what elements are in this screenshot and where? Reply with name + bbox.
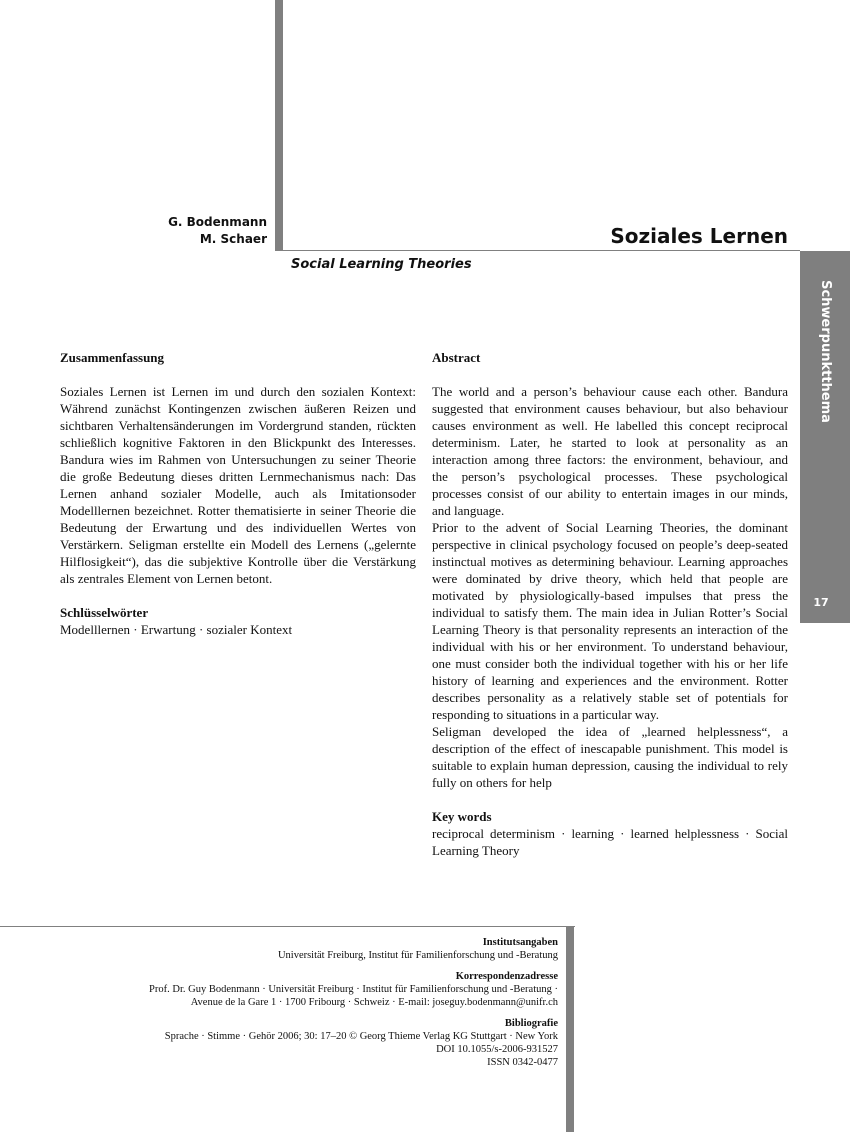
doi-line: DOI 10.1055/s-2006-931527 — [436, 1044, 558, 1055]
article-title: Soziales Lernen — [610, 224, 788, 248]
bibliography-heading: Bibliografie — [504, 1018, 558, 1029]
author-list — [168, 214, 267, 248]
issn-line: ISSN 0342-0477 — [487, 1057, 558, 1068]
section-side-tab — [800, 251, 850, 623]
section-label-container — [800, 251, 850, 451]
keywords-heading-de: Schlüsselwörter — [60, 605, 149, 620]
keywords-heading-en: Key words — [432, 809, 492, 824]
keywords-de: Modelllernen · Erwartung · sozialer Kontext — [60, 622, 293, 637]
author-name: M. Schaer — [199, 232, 267, 246]
correspondence-block — [149, 970, 558, 1009]
summary-body: Soziales Lernen ist Lernen im und durch den sozialen Kontext: Während zunächst Kontingenzen zwischen äußeren Reizen und sichtbaren Verhaltensänderungen im Vordergrund standen, rückten schließlich kognitive Faktoren in den Blickpunkt des Interesses. Bandura wies im Rahmen von Untersuchungen zu seiner Theorie die große Bedeutung dieses dritten Lernmechanismus nach: Das Lernen anhand sozialer Modelle, auch als Imitationsoder Modelllernen bezeichnet. Rotter thematisierte in seiner Theorie die Bedeutung der Erwartung und des individuellen Wertes von Verstärkern. Seligman erstellte ein Modell des Lernens („gelernte Hilflosigkeit“), das die subjektive Kontrolle über die Verstärkung als zentrales Element von Lernen betont. — [60, 384, 416, 586]
author-name: G. Bodenmann — [168, 215, 267, 229]
correspondence-line: Prof. Dr. Guy Bodenmann · Universität Freiburg · Institut für Familienforschung und -Beratung · — [149, 984, 558, 995]
english-abstract-column — [432, 349, 788, 859]
institution-heading: Institutsangaben — [482, 937, 558, 948]
article-subtitle: Social Learning Theories — [291, 257, 472, 272]
header-rule — [275, 250, 800, 251]
summary-heading: Zusammenfassung — [60, 350, 165, 365]
institution-block — [149, 936, 558, 962]
keywords-en: reciprocal determinism · learning · learned helplessness · Social Learning Theory — [432, 826, 788, 858]
correspondence-heading: Korrespondenzadresse — [455, 971, 558, 982]
institution-text: Universität Freiburg, Institut für Familienforschung und -Beratung — [277, 950, 558, 961]
footer-rule — [0, 926, 575, 927]
page-number: 17 — [813, 596, 829, 609]
abstract-paragraph: Seligman developed the idea of „learned helplessness“, a description of the effect of inescapable punishment. This model is suitable to explain human depression, causing the individual to rely fully on others for help — [432, 724, 788, 790]
header-vertical-bar — [275, 0, 283, 251]
article-footer — [149, 936, 558, 1077]
abstract-heading: Abstract — [432, 350, 481, 365]
bibliography-line: Sprache · Stimme · Gehör 2006; 30: 17–20 © Georg Thieme Verlag KG Stuttgart · New York — [164, 1031, 558, 1042]
footer-vertical-bar — [566, 926, 574, 1132]
abstract-paragraph: Prior to the advent of Social Learning Theories, the dominant perspective in clinical psychology focused on people’s deep-seated instinctual motives as determining behaviour. Learning approaches were dominated by drive theory, which held that people are motivated by physiologically-based impulses that press the individual to satisfy them. The main idea in Julian Rotter’s Social Learning Theory is that personality represents an interaction of the individual with his or her environment. To understand behaviour, one must consider both the individual together with his or her life history of learning and experiences and the environment. Rotter describes personality as a relatively stable set of potentials for responding to situations in a particular way. — [432, 520, 788, 722]
correspondence-line: Avenue de la Gare 1 · 1700 Fribourg · Schweiz · E-mail: joseguy.bodenmann@unifr.ch — [190, 997, 558, 1008]
bibliography-block — [149, 1017, 558, 1069]
abstract-paragraph: The world and a person’s behaviour cause each other. Bandura suggested that environment causes behaviour, but also behaviour causes environment as well. He labelled this concept reciprocal determinism. Later, he started to look at personality as an interaction among three factors: the environment, behaviour, and the person’s psychological processes. These psychological processes consist of our ability to entertain images in our minds, and language. — [432, 384, 788, 518]
section-label: Schwerpunktthema — [817, 279, 833, 423]
german-summary-column — [60, 349, 416, 638]
